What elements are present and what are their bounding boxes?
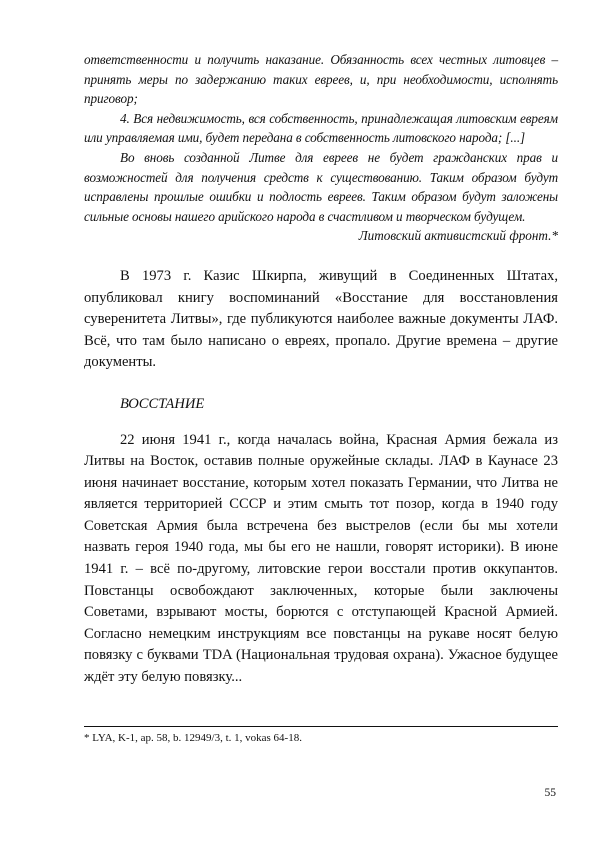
quote-paragraph-1: ответственности и получить наказание. Обязанность всех честных литовцев – принять меры по задержанию таких евреев, и, при необходимости, исполнять приговор; [84,52,558,107]
section-heading: ВОССТАНИЕ [120,395,205,412]
footnote: * LYA, K-1, ap. 58, b. 12949/3, t. 1, vokas 64-18. [84,732,302,744]
quote-paragraph-2: 4. Вся недвижимость, вся собственность, принадлежащая литовским евреям или управляемая ими, будет передана в собственность литовского народа; [...] [84,110,558,146]
body-paragraph-1: В 1973 г. Казис Шкирпа, живущий в Соединенных Штатах, опубликовал книгу воспоминаний «Восстание для восстановления суверенитета Литвы», где публикуются наиболее важные документы ЛАФ. Всё, что там было написано о евреях, пропало. Другие времена – другие документы. [84,267,558,371]
quote-signature: Литовский активистский фронт.* [358,228,558,244]
footnote-divider [84,726,558,727]
body-paragraph-2: 22 июня 1941 г., когда началась война, Красная Армия бежала из Литвы на Восток, оставив полные оружейные склады. ЛАФ в Каунасе 23 июня начинает восстание, которым хотел показать Германии, что Литва не является территорией СССР и этим смыть тот позор, когда в 1940 году Советская Армия была встречена без выстрелов (если бы мы хотели назвать героя 1940 года, мы бы его не нашли, говорят историки). В июне 1941 г. – всё по-другому, литовские герои восстали против оккупантов. Повстанцы освобождают заключенных, которые были заключены Советами, взрывают мосты, борются с отступающей Красной Армией. Согласно немецким инструкциям все повстанцы на рукаве носят белую повязку с буквами TDA (Национальная трудовая охрана). Ужасное будущее ждёт эту белую повязку... [84,431,558,686]
quote-paragraph-3: Во вновь созданной Литве для евреев не будет гражданских прав и возможностей для получения средств к существованию. Таким образом будут исправлены прошлые ошибки и подлость евреев. Таким образом будут заложены сильные основы нашего арийского народа в счастливом и творческом будущем. [84,149,558,224]
page-number: 55 [544,787,556,799]
page-content [84,50,558,689]
